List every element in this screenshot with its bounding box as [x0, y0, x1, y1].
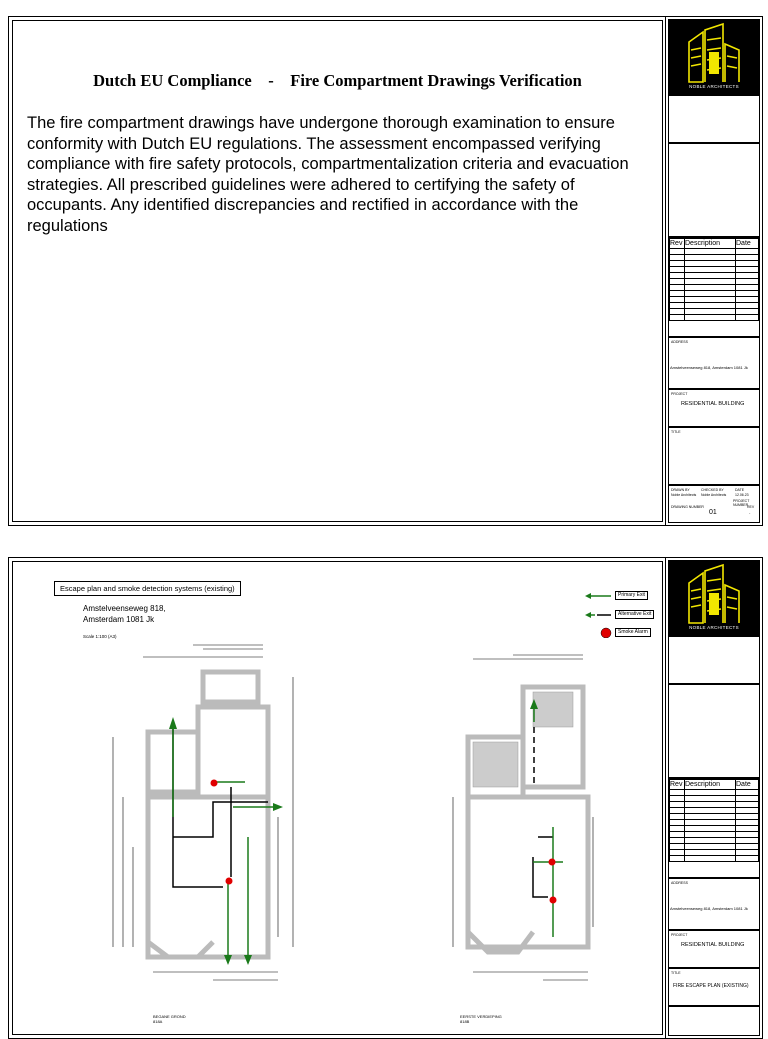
- building-logo-icon: [669, 561, 759, 635]
- address-cell: [668, 337, 760, 389]
- plan-right-caption-2: 818B: [460, 1019, 470, 1024]
- drawing-number-label: DRAWING NUMBER: [671, 505, 704, 509]
- plan-left-caption-1: BEGANE GROND: [153, 1014, 186, 1019]
- rev-label: REV: [747, 505, 755, 509]
- checked-by-label: CHECKED BY: [701, 488, 724, 492]
- plan-right-caption-1: EERSTE VERDIEPING: [460, 1014, 502, 1019]
- floor-plans-drawing: [93, 637, 653, 997]
- project-cell: [668, 389, 760, 427]
- address-value-2: Amstelveenseweg 818, Amsterdam 1081 Jk: [670, 906, 748, 911]
- drawing-number-value: 01: [709, 509, 717, 516]
- building-logo-icon: [669, 20, 759, 94]
- date-header: Date: [736, 239, 759, 249]
- address-value: Amstelveenseweg 818, Amsterdam 1081 Jk: [670, 365, 748, 370]
- project-value-2: RESIDENTIAL BUILDING: [681, 942, 745, 948]
- date-label: DATE: [735, 488, 745, 492]
- address-line-2: Amsterdam 1081 Jk: [83, 615, 155, 624]
- escape-plan-heading: Escape plan and smoke detection systems (existing): [54, 581, 241, 596]
- drawing-info-cell: [668, 485, 760, 523]
- tb2-blank-1: [668, 636, 760, 684]
- title-block-2: [665, 558, 762, 1038]
- escape-plan-main-panel: [12, 561, 663, 1035]
- tb-blank-1: [668, 95, 760, 143]
- revision-grid-2: [669, 779, 759, 862]
- address-cell-2: [668, 878, 760, 930]
- compliance-sheet: [8, 16, 763, 526]
- project-label: PROJECT: [671, 392, 688, 396]
- date-header-2: Date: [736, 780, 759, 790]
- revision-table-2: [668, 778, 760, 878]
- sheet2-title-value: FIRE ESCAPE PLAN (EXISTING): [673, 983, 749, 989]
- tb2-blank-2: [668, 684, 760, 778]
- title-cell-2: [668, 968, 760, 1006]
- revision-grid: [669, 238, 759, 321]
- title-label: TITLE: [671, 430, 681, 434]
- drawn-by-label: DRAWN BY: [671, 488, 690, 492]
- plan-left-caption-2: 818A: [153, 1019, 163, 1024]
- legend-primary-exit: Primary Exit: [615, 591, 648, 600]
- compliance-main-panel: [12, 20, 663, 522]
- project-cell-2: [668, 930, 760, 968]
- legend-symbols: [583, 588, 613, 638]
- project-value: RESIDENTIAL BUILDING: [681, 401, 745, 407]
- logo-text-2: NOBLE ARCHITECTS: [689, 625, 739, 630]
- checked-by-value: Noble Architects: [701, 493, 727, 497]
- legend-smoke-alarm: Smoke Alarm: [615, 628, 651, 637]
- drawn-by-value: Noble Architects: [671, 493, 697, 497]
- address-line-1: Amstelveenseweg 818,: [83, 604, 166, 613]
- title-right: Fire Compartment Drawings Verification: [290, 71, 582, 90]
- scale-note: Scale 1:100 (A3): [83, 634, 117, 639]
- address-label-2: ADDRESS: [671, 881, 688, 885]
- title-label-2: TITLE: [671, 971, 681, 975]
- compliance-statement: The fire compartment drawings have undergone thorough examination to ensure conformity with Dutch EU regulations. The assessment encompassed verifying compliance with fire safety protocols, compartmentalization criteria and evacuation strategies. All prescribed guidelines were adhered to certifying the safety of occupants. Any identified discrepancies and rectified in accordance with the regulations: [27, 114, 629, 235]
- escape-plan-sheet: [8, 557, 763, 1039]
- logo-cell: [668, 19, 760, 95]
- project-label-2: PROJECT: [671, 933, 688, 937]
- sheet-title: [13, 71, 662, 91]
- logo-text: NOBLE ARCHITECTS: [689, 84, 739, 89]
- logo-cell-2: [668, 560, 760, 636]
- description-header: Description: [685, 239, 736, 249]
- title-separator: -: [268, 71, 274, 90]
- rev-value: -: [749, 510, 751, 515]
- rev-header-2: Rev: [670, 780, 685, 790]
- title-block: [665, 17, 762, 525]
- description-header-2: Description: [685, 780, 736, 790]
- tb-blank-2: [668, 143, 760, 237]
- project-number-label: PROJECT NUMBER: [733, 499, 750, 507]
- title-left: Dutch EU Compliance: [93, 71, 252, 90]
- rev-header: Rev: [670, 239, 685, 249]
- date-value: 12.06.23: [735, 493, 749, 497]
- title-cell: [668, 427, 760, 485]
- revision-table: [668, 237, 760, 337]
- address-label: ADDRESS: [671, 340, 688, 344]
- legend-alternative-exit: Alternative Exit: [615, 610, 654, 619]
- drawing-info-cell-2: [668, 1006, 760, 1036]
